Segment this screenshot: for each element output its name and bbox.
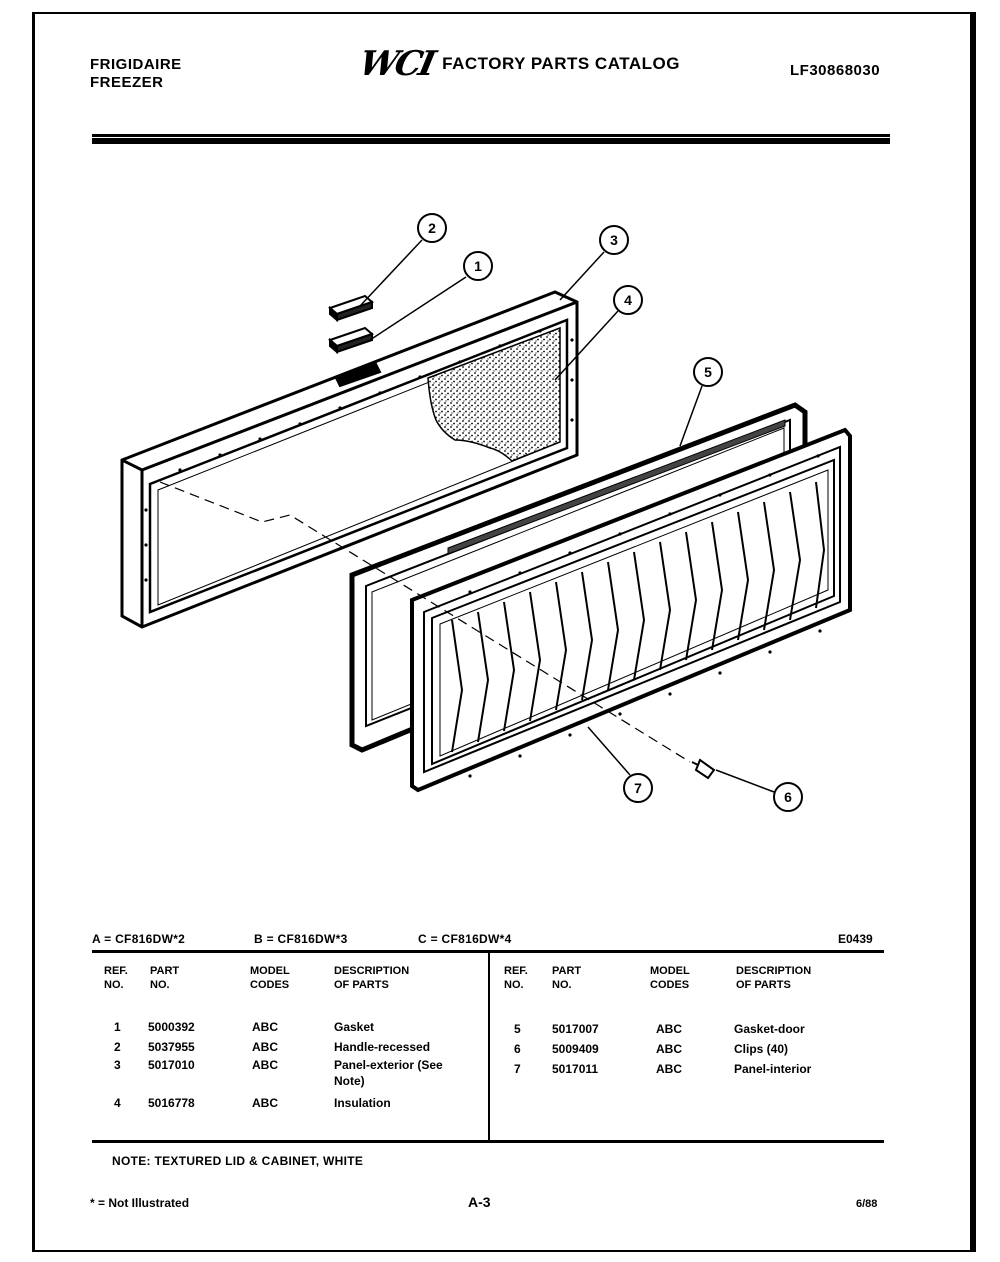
header-ref-right: REF. NO. [504, 965, 528, 991]
callout-label-6: 6 [784, 789, 792, 805]
callout-label-4: 4 [624, 292, 632, 308]
catalog-number: LF30868030 [790, 62, 881, 79]
catalog-page: FRIGIDAIRE FREEZER WCI FACTORY PARTS CATALOG LF30868030 2 1 3 4 5 7 6 A = CF816DW*2 B = CF816DW*3 C = CF816DW*4 E0439 REF. NO. PART NO. MODEL CODES DESCRIPTION OF PARTS REF. NO. PART NO. MODEL CODES DESCRIPTION OF PARTS 1 5000392 ABC Gasket 2 5037955 ABC Handle-recessed 3 5017010 ABC Panel-exterior (See Note) 4 5016778 ABC Insulation 5 5017007 ABC Gasket-door 6 5009409 ABC Clips (40) 7 5017011 ABC Panel-interior NOTE: TEXTURED LID & CABINET, WHITE * = Not Illustrated A-3 6/88 [0, 0, 1000, 1262]
clip [692, 760, 714, 778]
model-code-a: A = CF816DW*2 [92, 932, 186, 946]
model-code-c: C = CF816DW*4 [418, 932, 512, 946]
table-bottom-rule [92, 1140, 884, 1143]
not-illustrated-legend: * = Not Illustrated [90, 1196, 190, 1210]
callout-label-2: 2 [428, 220, 436, 236]
callout-label-5: 5 [704, 364, 712, 380]
catalog-title: FACTORY PARTS CATALOG [442, 54, 680, 73]
header-part: PART NO. [150, 965, 180, 991]
header-model: MODEL CODES [250, 965, 290, 991]
callout-label-1: 1 [474, 258, 482, 274]
header-ref: REF. NO. [104, 965, 128, 991]
brand-name: FRIGIDAIRE [90, 56, 182, 73]
drawing-code: E0439 [838, 932, 873, 946]
wci-logo: WCI [355, 44, 437, 84]
table-column-divider [488, 953, 490, 1140]
header-model-right: MODEL CODES [650, 965, 690, 991]
header-desc-right: DESCRIPTION OF PARTS [736, 965, 812, 991]
product-type: FREEZER [90, 74, 164, 91]
callout-label-7: 7 [634, 780, 642, 796]
header-desc: DESCRIPTION OF PARTS [334, 965, 410, 991]
model-code-b: B = CF816DW*3 [254, 932, 348, 946]
note-text: NOTE: TEXTURED LID & CABINET, WHITE [112, 1154, 364, 1168]
header-part-right: PART NO. [552, 965, 582, 991]
page-number: A-3 [468, 1194, 491, 1210]
revision-date: 6/88 [856, 1198, 878, 1210]
handle-parts [330, 296, 380, 386]
callout-label-3: 3 [610, 232, 618, 248]
